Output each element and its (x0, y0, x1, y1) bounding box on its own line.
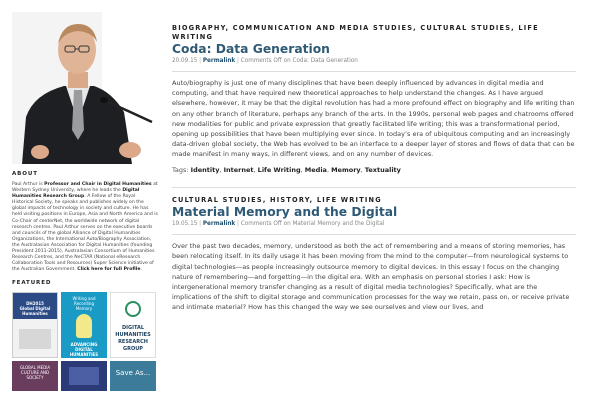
logo-icon (125, 301, 141, 317)
post-meta: 19.05.15 | Permalink | Comments Off on Material Memory and the Digital (172, 221, 385, 228)
featured-book-6-title: Save As... (115, 369, 151, 378)
permalink[interactable]: Permalink (202, 221, 236, 228)
lightbulb-icon (76, 314, 92, 338)
about-rest: . A Fellow of the Royal Historical Society, he speaks and publishes widely on the global impacts of technology in society and culture. He has held visiting positions in Europe, Asia and North America and is Co-Chair of centerNet, the worldwide network of digital research centres. Paul Arthur serves on the executive boards and councils of the global Alliance of Digital Humanities Organizations, the International Auto/Biography Association, the Australasian Association for Digital Humanities (founding President 2011-2015), Australasian Consortium of Humanities Research Centres, and the NeCTAR (National eResearch Collaboration Tools and Resources) Super Science initiative of the Australian Government. (12, 194, 158, 273)
post-categories[interactable]: BIOGRAPHY, COMMUNICATION AND MEDIA STUDIES, CULTURAL STUDIES, LIFE WRITING (172, 24, 539, 41)
sidebar (12, 12, 158, 391)
about-heading: ABOUT (12, 171, 38, 177)
about-end: . (140, 267, 142, 273)
tag-link[interactable]: Textuality (364, 165, 401, 174)
featured-book-3-title: DIGITAL HUMANITIES RESEARCH GROUP (115, 325, 151, 353)
about-mid: at Western Sydney University, where he leads the (12, 182, 158, 194)
tag-link[interactable]: Life Writing (257, 165, 301, 174)
tag-link[interactable]: Internet (223, 165, 254, 174)
post-body: Over the past two decades, memory, understood as both the act of remembering and a means of storing memories, has been relocating itself. In its daily usage it has been moving from the mind to the computer—from neurological systems to digital technologies—as people increasingly outsource memory to digital devices. In this essay I focus on the changing nature of remembering—and forgetting—in the digital era. With an emphasis on personal stories I ask: How is intergenerational memory transfer changing as a result of digital media technologies? Specifically, what are the implications of the shift to digital storage and communication processes for the way we retain, pass on, or receive private and intimate material? How has this changed the way we see ourselves and view our lives, and (172, 242, 570, 312)
post-date: 20.09.15 (172, 58, 198, 64)
divider (172, 234, 576, 235)
permalink[interactable]: Permalink (202, 58, 236, 64)
post-separator (172, 187, 576, 188)
featured-heading: FEATURED (12, 280, 52, 287)
post-material-memory (172, 196, 576, 313)
about-intro: Paul Arthur is (12, 182, 45, 187)
post-categories[interactable]: CULTURAL STUDIES, HISTORY, LIFE WRITING (172, 195, 382, 204)
featured-book-4[interactable] (12, 361, 58, 391)
about-text (12, 182, 158, 273)
post-date: 19.05.15 (172, 221, 198, 228)
post-title[interactable]: Coda: Data Generation (172, 42, 330, 56)
featured-book-2-title: Writing and Recording Memory (72, 296, 96, 312)
featured-book-1-title: DH2015 Global Digital Humanities (19, 301, 51, 317)
post-tags: Tags: Identity, Internet, Life Writing, Media, Memory, Textuality (172, 165, 401, 174)
tag-link[interactable]: Memory (331, 165, 361, 174)
post-body: Auto/biography is just one of many disciplines that have been deeply influenced by advances in digital media and computing, and that have required new theoretical approaches to help understand the changes. As I have argued elsewhere, however, it may be that the digital revolution has had a more profound effect on biography and life writing than on any other branch of literature, perhaps any branch of the arts. In the 1990s, personal web pages and chatrooms offered new modalities for public and private expression that greatly facilitated life writing; this was a transformational period, opening up possibilities that have been multiplying ever since. In today’s era of ubiquitous computing and an increasingly data-driven global society, the Web has evolved to be an interface to a deeper layer of stores and flows of data that can be made manifest in many ways, in different views, and on any number of devices. (172, 79, 575, 159)
featured-book-5[interactable] (61, 361, 107, 391)
tag-link[interactable]: Media (304, 165, 327, 174)
featured-book-6[interactable] (110, 361, 156, 391)
post-meta: 20.09.15 | Permalink | Comments Off on Coda: Data Generation (172, 58, 358, 64)
profile-photo-image (12, 12, 157, 164)
about-role: Professor and Chair in Digital Humanities (44, 182, 152, 187)
post-title[interactable]: Material Memory and the Digital (172, 205, 398, 220)
full-profile-link[interactable]: Click here for full Profile (77, 267, 141, 273)
featured-book-1[interactable] (12, 292, 58, 358)
comments-status: Comments Off on Coda: Data Generation (240, 58, 358, 64)
divider (172, 71, 576, 72)
post-coda (172, 24, 576, 175)
tag-link[interactable]: Identity (190, 165, 220, 174)
featured-book-2[interactable] (61, 292, 107, 358)
featured-grid (12, 292, 158, 391)
featured-book-4-title: GLOBAL MEDIA CULTURE AND SOCIETY (19, 365, 51, 381)
featured-book-2-subtitle: ADVANCING DIGITAL HUMANITIES (69, 342, 99, 358)
featured-book-3[interactable] (110, 292, 156, 358)
tags-label: Tags: (172, 165, 189, 174)
main-content (172, 24, 576, 313)
about-group: Digital Humanities Research Group (12, 188, 140, 200)
profile-photo[interactable] (12, 12, 157, 164)
comments-status: Comments Off on Material Memory and the Digital (240, 221, 385, 228)
